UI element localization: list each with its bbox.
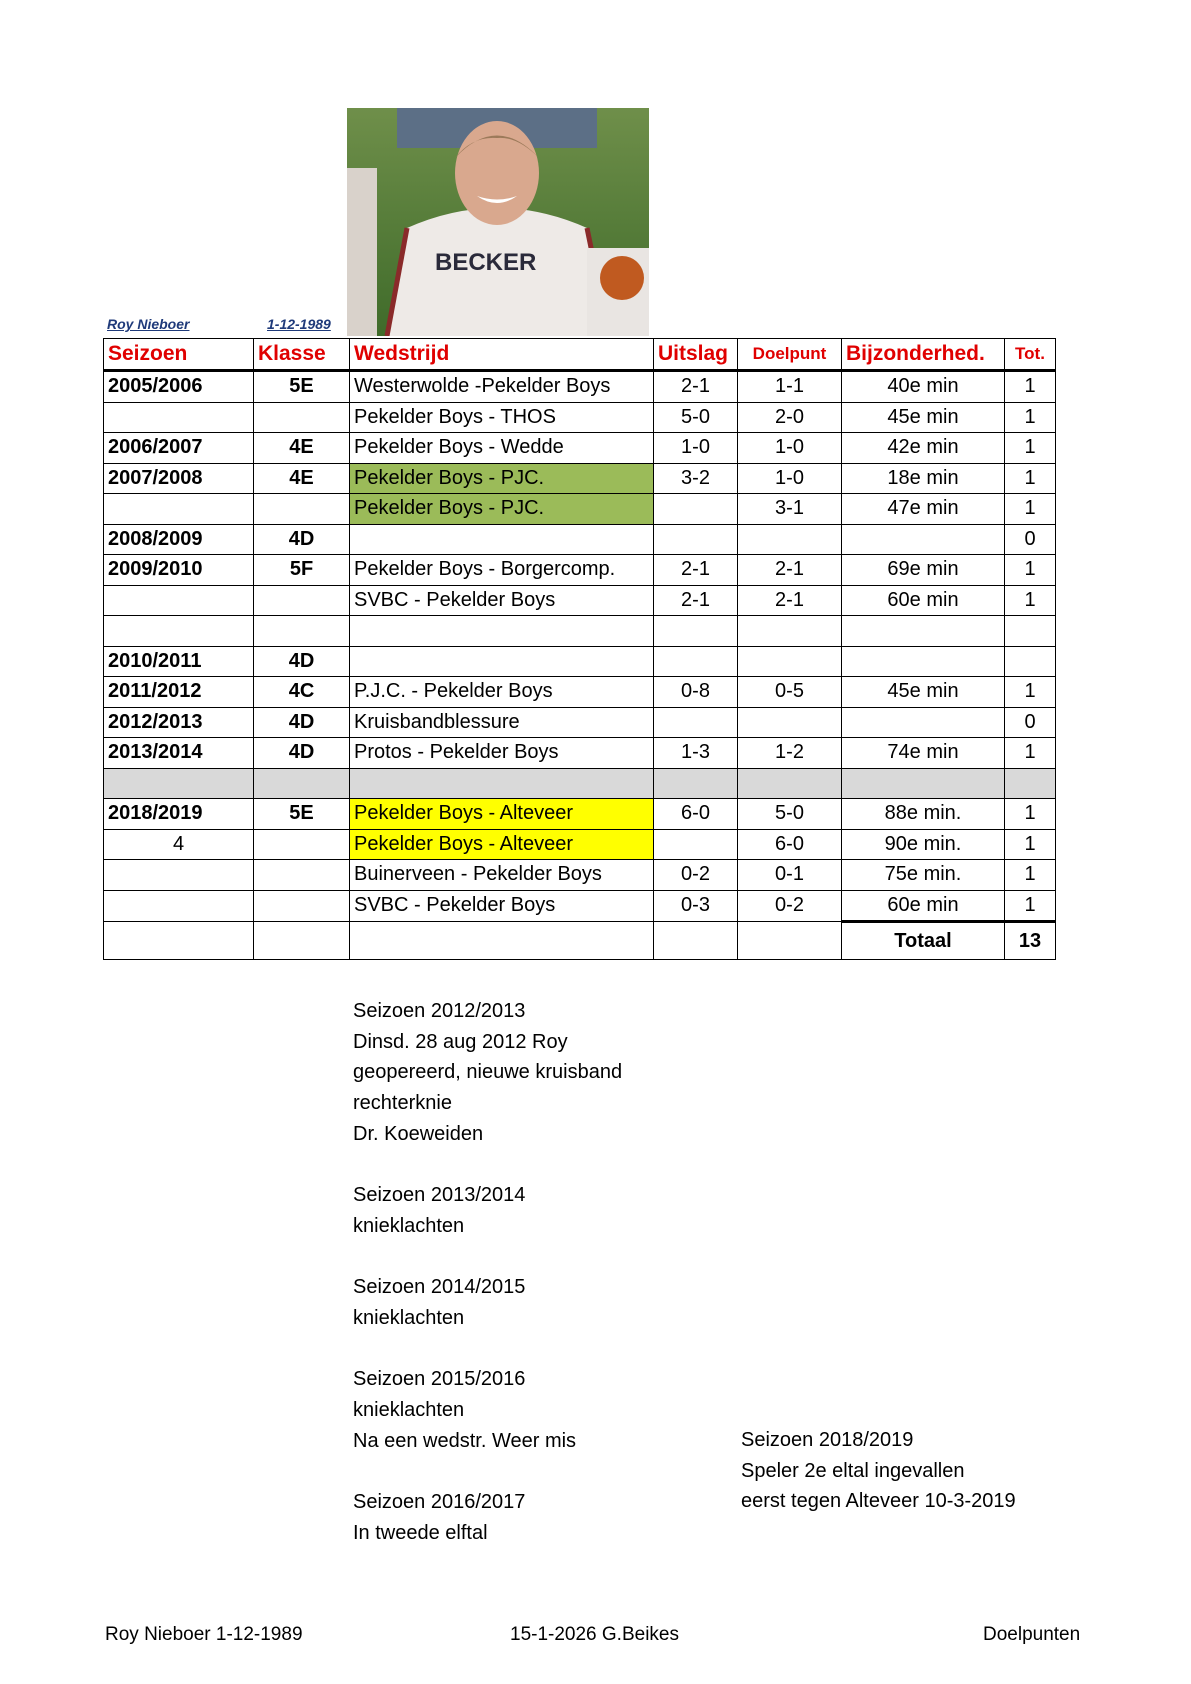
cell-bijzonderheden: 40e min	[842, 371, 1005, 403]
cell-wedstrijd: Protos - Pekelder Boys	[350, 738, 654, 769]
cell-tot: 1	[1005, 829, 1056, 860]
note-line: knieklachten	[353, 1214, 465, 1237]
footer-center: 15-1-2026 G.Beikes	[510, 1624, 679, 1645]
cell-wedstrijd: Buinerveen - Pekelder Boys	[350, 860, 654, 891]
cell-seizoen: 4	[104, 829, 254, 860]
note-line: Speler 2e eltal ingevallen	[741, 1459, 965, 1482]
table-row	[104, 555, 1056, 586]
cell-tot: 1	[1005, 494, 1056, 525]
cell-tot: 1	[1005, 738, 1056, 769]
cell-doelpunt: 0-2	[738, 890, 842, 922]
cell-seizoen: 2007/2008	[104, 463, 254, 494]
cell-klasse	[254, 402, 350, 433]
note-line	[353, 1334, 622, 1365]
cell-wedstrijd	[350, 646, 654, 677]
cell-wedstrijd-highlight-green: Pekelder Boys - PJC.	[350, 463, 654, 494]
note-line: Dr. Koeweiden	[353, 1122, 484, 1145]
cell-doelpunt: 2-0	[738, 402, 842, 433]
cell-wedstrijd: Pekelder Boys - THOS	[350, 402, 654, 433]
cell-bijzonderheden	[842, 616, 1005, 647]
note-line: Seizoen 2013/2014	[353, 1184, 526, 1207]
cell-bijzonderheden: 75e min.	[842, 860, 1005, 891]
note-line: knieklachten	[353, 1307, 465, 1330]
cell-wedstrijd-highlight-green: Pekelder Boys - PJC.	[350, 494, 654, 525]
table-row	[104, 371, 1056, 403]
cell-klasse: 5E	[254, 371, 350, 403]
cell-seizoen	[104, 402, 254, 433]
cell-tot: 1	[1005, 860, 1056, 891]
cell-doelpunt: 1-2	[738, 738, 842, 769]
cell-uitslag	[654, 616, 738, 647]
cell-uitslag: 1-0	[654, 433, 738, 464]
table-row	[104, 738, 1056, 769]
cell-doelpunt	[738, 616, 842, 647]
table-row	[104, 829, 1056, 860]
cell-wedstrijd: Pekelder Boys - Borgercomp.	[350, 555, 654, 586]
cell-empty	[104, 922, 254, 960]
cell-klasse: 5E	[254, 799, 350, 830]
cell-uitslag	[654, 768, 738, 799]
table-row	[104, 646, 1056, 677]
player-photo	[347, 108, 649, 336]
note-line: eerst tegen Alteveer 10-3-2019	[741, 1490, 1016, 1513]
cell-tot: 0	[1005, 524, 1056, 555]
cell-seizoen	[104, 494, 254, 525]
table-row	[104, 585, 1056, 616]
cell-doelpunt: 1-0	[738, 463, 842, 494]
table-row	[104, 433, 1056, 464]
cell-bijzonderheden: 18e min	[842, 463, 1005, 494]
cell-bijzonderheden: 60e min	[842, 890, 1005, 922]
cell-uitslag: 2-1	[654, 371, 738, 403]
cell-seizoen	[104, 768, 254, 799]
cell-doelpunt: 1-0	[738, 433, 842, 464]
footer-left: Roy Nieboer 1-12-1989	[105, 1624, 303, 1645]
table-header-row	[104, 339, 1056, 371]
table-row	[104, 494, 1056, 525]
cell-seizoen: 2009/2010	[104, 555, 254, 586]
table-row	[104, 799, 1056, 830]
cell-wedstrijd	[350, 768, 654, 799]
cell-seizoen: 2008/2009	[104, 524, 254, 555]
cell-uitslag: 3-2	[654, 463, 738, 494]
table-row	[104, 402, 1056, 433]
header-bijzonderheden: Bijzonderhed.	[842, 339, 1005, 371]
header-wedstrijd: Wedstrijd	[350, 339, 654, 371]
table-row-grey-separator	[104, 768, 1056, 799]
cell-klasse: 4D	[254, 646, 350, 677]
cell-uitslag: 2-1	[654, 585, 738, 616]
cell-tot: 1	[1005, 585, 1056, 616]
total-value: 13	[1005, 922, 1056, 960]
cell-bijzonderheden	[842, 768, 1005, 799]
cell-seizoen	[104, 616, 254, 647]
header-doelpunt: Doelpunt	[738, 339, 842, 371]
cell-wedstrijd	[350, 524, 654, 555]
cell-klasse: 4E	[254, 433, 350, 464]
table-total-row	[104, 922, 1056, 960]
cell-klasse: 4D	[254, 524, 350, 555]
cell-seizoen: 2013/2014	[104, 738, 254, 769]
cell-uitslag	[654, 524, 738, 555]
cell-klasse: 4E	[254, 463, 350, 494]
cell-empty	[350, 922, 654, 960]
cell-wedstrijd: SVBC - Pekelder Boys	[350, 890, 654, 922]
note-line: knieklachten	[353, 1399, 465, 1422]
table-row	[104, 890, 1056, 922]
notes-right	[741, 1425, 1016, 1517]
table-row	[104, 463, 1056, 494]
cell-empty	[254, 922, 350, 960]
cell-wedstrijd: Westerwolde -Pekelder Boys	[350, 371, 654, 403]
cell-wedstrijd: Pekelder Boys - Wedde	[350, 433, 654, 464]
cell-wedstrijd-highlight-yellow: Pekelder Boys - Alteveer	[350, 829, 654, 860]
table-row	[104, 860, 1056, 891]
cell-klasse: 4D	[254, 738, 350, 769]
cell-doelpunt: 1-1	[738, 371, 842, 403]
note-line	[353, 1242, 622, 1273]
cell-uitslag: 2-1	[654, 555, 738, 586]
cell-doelpunt	[738, 768, 842, 799]
cell-tot: 1	[1005, 890, 1056, 922]
cell-uitslag	[654, 646, 738, 677]
cell-doelpunt: 3-1	[738, 494, 842, 525]
note-line: Dinsd. 28 aug 2012 Roy	[353, 1030, 568, 1053]
cell-doelpunt: 0-1	[738, 860, 842, 891]
cell-wedstrijd: Kruisbandblessure	[350, 707, 654, 738]
note-line: Seizoen 2018/2019	[741, 1429, 914, 1451]
cell-uitslag: 0-8	[654, 677, 738, 708]
cell-wedstrijd-highlight-yellow: Pekelder Boys - Alteveer	[350, 799, 654, 830]
cell-uitslag: 0-3	[654, 890, 738, 922]
cell-doelpunt: 0-5	[738, 677, 842, 708]
note-line	[353, 1150, 622, 1181]
cell-klasse: 5F	[254, 555, 350, 586]
cell-bijzonderheden: 90e min.	[842, 829, 1005, 860]
cell-klasse	[254, 829, 350, 860]
cell-doelpunt	[738, 646, 842, 677]
cell-bijzonderheden: 88e min.	[842, 799, 1005, 830]
cell-tot: 1	[1005, 677, 1056, 708]
cell-tot: 1	[1005, 433, 1056, 464]
note-line: geopereerd, nieuwe kruisband	[353, 1061, 623, 1084]
cell-seizoen: 2010/2011	[104, 646, 254, 677]
header-seizoen: Seizoen	[104, 339, 254, 371]
note-line: In tweede elftal	[353, 1521, 488, 1544]
cell-seizoen	[104, 890, 254, 922]
cell-tot	[1005, 768, 1056, 799]
cell-klasse: 4D	[254, 707, 350, 738]
cell-doelpunt	[738, 707, 842, 738]
cell-tot	[1005, 616, 1056, 647]
cell-wedstrijd: SVBC - Pekelder Boys	[350, 585, 654, 616]
table-row-empty	[104, 616, 1056, 647]
table-row	[104, 677, 1056, 708]
cell-seizoen	[104, 860, 254, 891]
cell-seizoen: 2018/2019	[104, 799, 254, 830]
cell-tot: 1	[1005, 371, 1056, 403]
svg-text:BECKER: BECKER	[435, 249, 537, 276]
cell-bijzonderheden: 42e min	[842, 433, 1005, 464]
player-birthdate-link[interactable]: 1-12-1989	[267, 316, 331, 332]
cell-seizoen: 2012/2013	[104, 707, 254, 738]
cell-uitslag: 1-3	[654, 738, 738, 769]
cell-doelpunt: 2-1	[738, 555, 842, 586]
player-name-link[interactable]: Roy Nieboer	[107, 316, 190, 332]
note-line: Seizoen 2014/2015	[353, 1276, 526, 1299]
footer-right: Doelpunten	[983, 1624, 1081, 1645]
cell-tot: 1	[1005, 555, 1056, 586]
cell-uitslag: 0-2	[654, 860, 738, 891]
note-line: Na een wedstr. Weer mis	[353, 1429, 577, 1452]
cell-tot: 0	[1005, 707, 1056, 738]
header-tot: Tot.	[1005, 339, 1056, 371]
cell-tot	[1005, 646, 1056, 677]
cell-seizoen: 2006/2007	[104, 433, 254, 464]
note-line: rechterknie	[353, 1092, 452, 1115]
cell-doelpunt: 5-0	[738, 799, 842, 830]
cell-seizoen: 2005/2006	[104, 371, 254, 403]
cell-bijzonderheden: 69e min	[842, 555, 1005, 586]
note-line: Seizoen 2015/2016	[353, 1368, 526, 1391]
cell-klasse	[254, 585, 350, 616]
table-row	[104, 524, 1056, 555]
goals-table	[103, 338, 1056, 960]
cell-klasse	[254, 860, 350, 891]
cell-tot: 1	[1005, 463, 1056, 494]
cell-bijzonderheden	[842, 707, 1005, 738]
note-line: Seizoen 2012/2013	[353, 1000, 526, 1022]
cell-klasse	[254, 494, 350, 525]
header-uitslag: Uitslag	[654, 339, 738, 371]
cell-tot: 1	[1005, 799, 1056, 830]
cell-seizoen	[104, 585, 254, 616]
cell-uitslag: 5-0	[654, 402, 738, 433]
note-line: Seizoen 2016/2017	[353, 1491, 526, 1514]
cell-klasse	[254, 890, 350, 922]
cell-doelpunt: 6-0	[738, 829, 842, 860]
cell-seizoen: 2011/2012	[104, 677, 254, 708]
cell-bijzonderheden: 47e min	[842, 494, 1005, 525]
cell-bijzonderheden: 60e min	[842, 585, 1005, 616]
cell-klasse	[254, 616, 350, 647]
cell-wedstrijd: P.J.C. - Pekelder Boys	[350, 677, 654, 708]
cell-uitslag	[654, 707, 738, 738]
cell-empty	[654, 922, 738, 960]
cell-doelpunt: 2-1	[738, 585, 842, 616]
cell-empty	[738, 922, 842, 960]
cell-tot: 1	[1005, 402, 1056, 433]
cell-wedstrijd	[350, 616, 654, 647]
cell-uitslag	[654, 829, 738, 860]
cell-klasse	[254, 768, 350, 799]
cell-bijzonderheden: 45e min	[842, 402, 1005, 433]
table-row	[104, 707, 1056, 738]
cell-doelpunt	[738, 524, 842, 555]
cell-klasse: 4C	[254, 677, 350, 708]
total-label: Totaal	[842, 922, 1005, 960]
cell-uitslag: 6-0	[654, 799, 738, 830]
notes-left	[353, 996, 622, 1549]
cell-bijzonderheden: 74e min	[842, 738, 1005, 769]
cell-uitslag	[654, 494, 738, 525]
header-klasse: Klasse	[254, 339, 350, 371]
cell-bijzonderheden	[842, 524, 1005, 555]
note-line	[353, 1457, 622, 1488]
cell-bijzonderheden	[842, 646, 1005, 677]
cell-bijzonderheden: 45e min	[842, 677, 1005, 708]
